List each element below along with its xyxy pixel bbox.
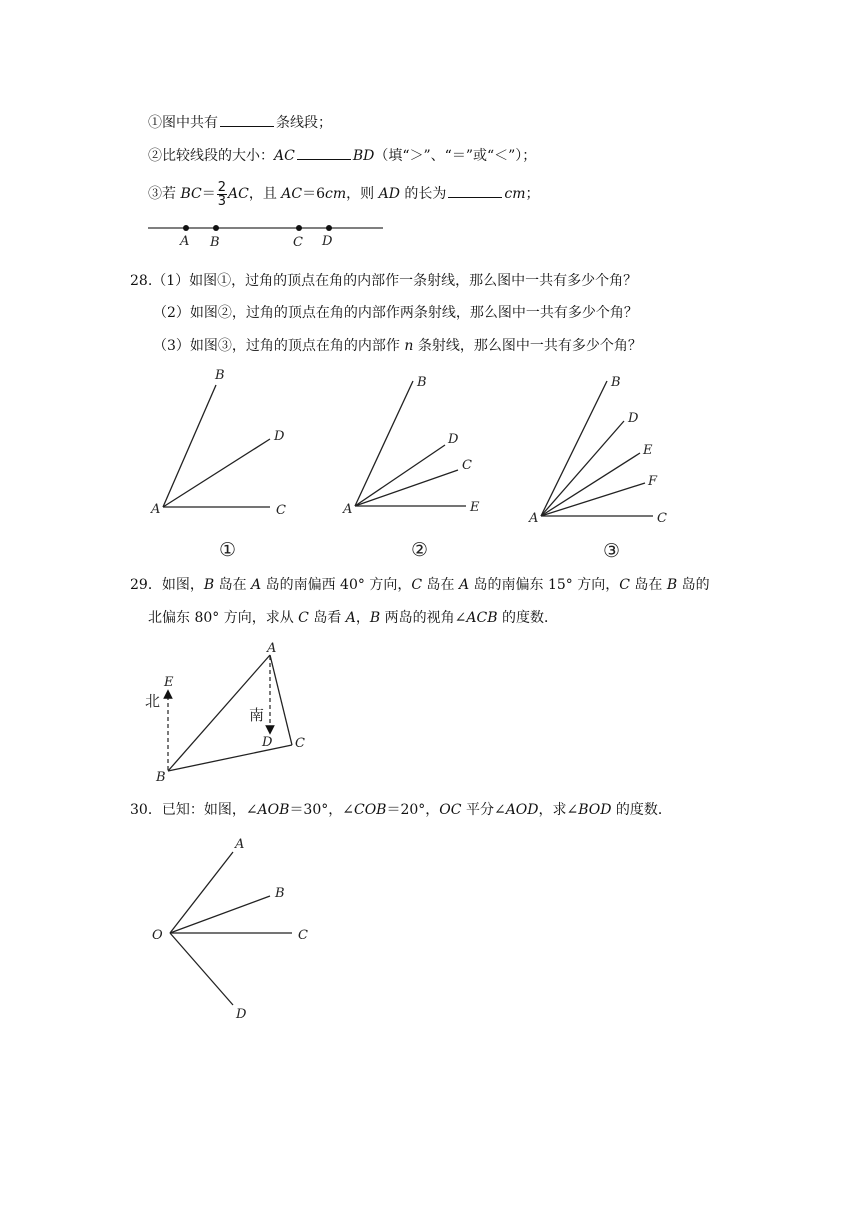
caption-3: ③	[603, 540, 621, 562]
label-d: D	[322, 234, 333, 249]
q27-item2: ②比较线段的大小：AC BD（填“＞”、“＝”或“＜”）；	[148, 145, 536, 166]
label-c: C	[295, 736, 305, 751]
label-a: A	[267, 641, 277, 656]
svg-text:B: B	[215, 368, 225, 383]
q28-line2: （2）如图②，过角的顶点在角的内部作两条射线，那么图中一共有多少个角？	[153, 305, 638, 321]
svg-text:A: A	[343, 502, 353, 517]
label-b: B	[275, 886, 285, 901]
q27-item3: ③若 BC＝ $\frac{2}{3}$ AC，且 AC＝6cm，则 AD 的长为 cm；	[148, 179, 540, 209]
fraction: $\frac{2}{3}$	[217, 179, 226, 209]
label-e: E	[164, 675, 174, 690]
svg-text:B: B	[417, 375, 427, 390]
svg-text:E: E	[643, 443, 653, 458]
south-label: 南	[249, 706, 265, 724]
label-o: O	[152, 928, 163, 943]
north-label: 北	[145, 692, 161, 710]
label-d: D	[236, 1007, 247, 1022]
svg-text:C: C	[276, 503, 286, 518]
caption-1: ①	[219, 539, 237, 561]
q28-line3: （3）如图③，过角的顶点在角的内部作 n 条射线，那么图中一共有多少个角？	[153, 338, 642, 354]
svg-text:D: D	[274, 429, 285, 444]
q27-item1: ①图中共有 条线段；	[148, 112, 332, 133]
q30-text: 30．已知：如图，∠AOB＝30°，∠COB＝20°，OC 平分∠AOD，求∠BOD 的度数．	[130, 802, 672, 818]
label-c: C	[298, 928, 308, 943]
svg-text:E: E	[470, 500, 480, 515]
label-a: A	[180, 234, 190, 249]
svg-text:D: D	[628, 411, 639, 426]
label-b: B	[156, 770, 166, 785]
svg-text:B: B	[611, 375, 621, 390]
svg-text:A: A	[151, 502, 161, 517]
label-c: C	[293, 235, 303, 250]
svg-text:C: C	[462, 458, 472, 473]
q29-line2: 北偏东 80° 方向，求从 C 岛看 A，B 两岛的视角∠ACB 的度数．	[148, 610, 558, 626]
svg-text:A: A	[529, 511, 539, 526]
label-d: D	[262, 735, 273, 750]
q29-line1: 29．如图，B 岛在 A 岛的南偏西 40° 方向，C 岛在 A 岛的南偏东 15° 方向，C 岛在 B 岛的	[130, 577, 710, 593]
caption-2: ②	[411, 539, 429, 561]
svg-text:C: C	[657, 511, 667, 526]
svg-text:D: D	[448, 432, 459, 447]
q28-line1: 28.（1）如图①，过角的顶点在角的内部作一条射线，那么图中一共有多少个角？	[130, 273, 638, 289]
label-a: A	[235, 837, 245, 852]
svg-text:F: F	[648, 474, 658, 489]
label-b: B	[210, 235, 220, 250]
